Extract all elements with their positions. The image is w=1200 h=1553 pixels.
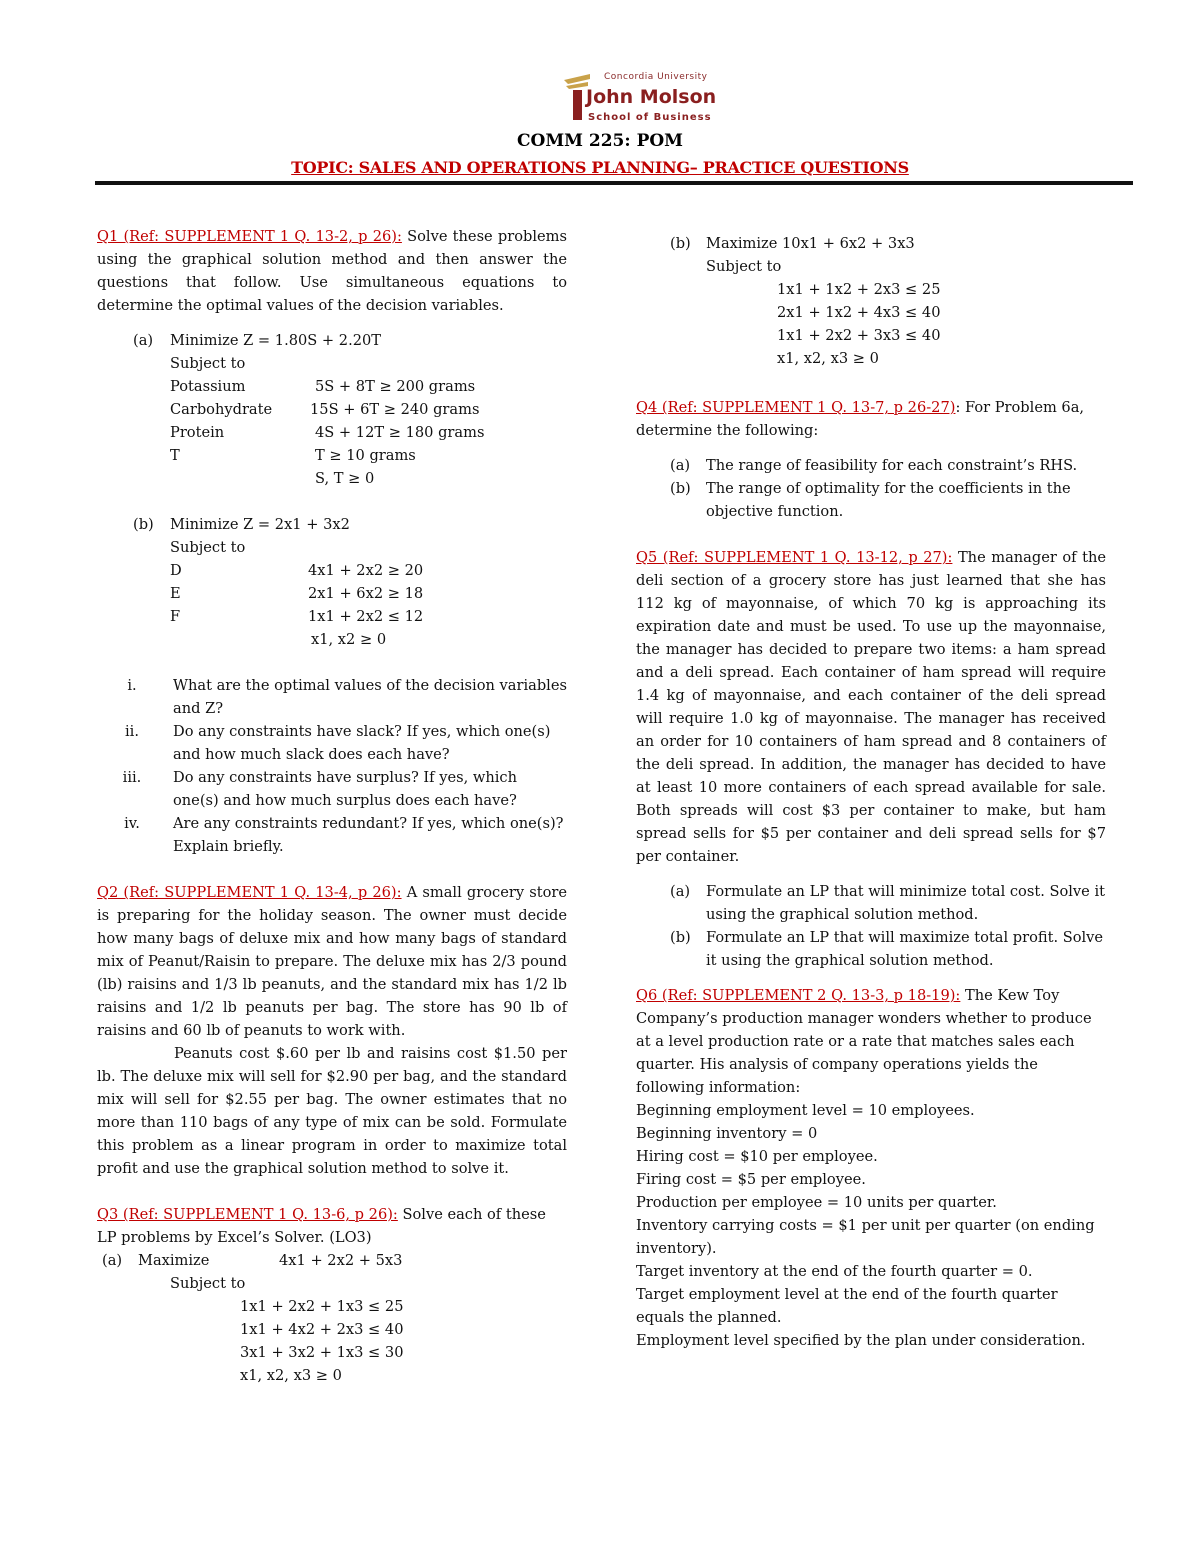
q1-sub-number: i. bbox=[127, 677, 137, 694]
course-title: COMM 225: POM bbox=[517, 131, 683, 151]
q1-sub-text: What are the optimal values of the decision variables and Z? bbox=[173, 677, 567, 717]
left-column bbox=[97, 225, 567, 1387]
q4-reference: Q4 (Ref: SUPPLEMENT 1 Q. 13-7, p 26-27) bbox=[636, 399, 956, 416]
q2-paragraph-1 bbox=[97, 881, 567, 1042]
q3b-nonneg: x1, x2, x3 ≥ 0 bbox=[777, 350, 879, 367]
q3b-constraint: 2x1 + 1x2 + 4x3 ≤ 40 bbox=[777, 304, 941, 321]
q3a-constraint: 1x1 + 4x2 + 2x3 ≤ 40 bbox=[240, 1321, 404, 1338]
q5-paragraph bbox=[636, 546, 1106, 868]
q3-intro bbox=[97, 1203, 567, 1249]
header-rule bbox=[95, 181, 1133, 185]
q1b-constraint-expr: 2x1 + 6x2 ≥ 18 bbox=[308, 585, 424, 602]
question-4 bbox=[636, 396, 1106, 523]
q3a-nonneg: x1, x2, x3 ≥ 0 bbox=[240, 1367, 342, 1384]
q1a-label: (a) bbox=[133, 332, 154, 349]
q4-intro bbox=[636, 396, 1106, 442]
q1a-nonneg: S, T ≥ 0 bbox=[315, 470, 375, 487]
q3b-constraint: 1x1 + 2x2 + 3x3 ≤ 40 bbox=[777, 327, 941, 344]
q1-part-b bbox=[97, 513, 567, 651]
question-3 bbox=[97, 1203, 567, 1387]
q6-info-line: Target inventory at the end of the fourth quarter = 0. bbox=[636, 1263, 1033, 1280]
q5-item bbox=[636, 880, 1106, 926]
logo-school-text: School of Business bbox=[588, 112, 712, 123]
q6-intro bbox=[636, 984, 1106, 1099]
q5-item-label: (b) bbox=[670, 929, 691, 946]
q4-intro-text: : For Problem 6a, determine the following: bbox=[636, 399, 1085, 439]
q1b-constraint-name: F bbox=[170, 608, 181, 625]
q1b-constraint-row bbox=[170, 582, 567, 605]
q5-item-text: Formulate an LP that will maximize total profit. Solve it using the graphical solution method. bbox=[706, 929, 1104, 969]
q6-reference: Q6 (Ref: SUPPLEMENT 2 Q. 13-3, p 18-19): bbox=[636, 987, 961, 1004]
q1-sub-text: Do any constraints have slack? If yes, which one(s) and how much slack does each have? bbox=[173, 723, 551, 763]
logo-name-text: John Molson bbox=[586, 86, 717, 108]
q1-sub-number: ii. bbox=[125, 723, 139, 740]
q5-item-text: Formulate an LP that will minimize total cost. Solve it using the graphical solution method. bbox=[706, 883, 1105, 923]
q5-item bbox=[636, 926, 1106, 972]
q6-info-line: Hiring cost = $10 per employee. bbox=[636, 1148, 878, 1165]
q2-reference: Q2 (Ref: SUPPLEMENT 1 Q. 13-4, p 26): bbox=[97, 884, 402, 901]
q1-part-a bbox=[97, 329, 567, 490]
q3a-objective-word: Maximize bbox=[138, 1252, 210, 1269]
q1b-subject: Subject to bbox=[170, 539, 246, 556]
q5-item-label: (a) bbox=[670, 883, 691, 900]
q1a-constraint-expr: 4S + 12T ≥ 180 grams bbox=[315, 424, 485, 441]
q1a-constraint-expr: 5S + 8T ≥ 200 grams bbox=[315, 378, 476, 395]
q1-sub-text: Are any constraints redundant? If yes, which one(s)? Explain briefly. bbox=[173, 815, 564, 855]
q1b-constraint-name: E bbox=[170, 585, 181, 602]
question-3-part-b bbox=[636, 232, 1106, 370]
university-logo bbox=[560, 70, 720, 128]
q2-paragraph-2: Peanuts cost $.60 per lb and raisins cost $1.50 per lb. The deluxe mix will sell for $2.90 per bag, and the standard mix will sell for $2.55 per bag. The owner estimates that no more than 110 bags of any type of mix can be sold. Formulate this problem as a linear program in order to maximize total profit and use the graphical solution method to solve it. bbox=[97, 1045, 567, 1177]
q1-sub-number: iii. bbox=[122, 769, 142, 786]
q4-item-text: The range of optimality for the coefficients in the objective function. bbox=[706, 480, 1071, 520]
q3b-objective-row bbox=[636, 232, 1106, 255]
q3-reference: Q3 (Ref: SUPPLEMENT 1 Q. 13-6, p 26): bbox=[97, 1206, 398, 1223]
q4-item-label: (b) bbox=[670, 480, 691, 497]
q4-item bbox=[636, 477, 1106, 523]
q1a-constraint-expr: T ≥ 10 grams bbox=[315, 447, 416, 464]
q6-intro-text: The Kew Toy Company’s production manager wonders whether to produce at a level production rate or a rate that matches sales each quarter. His analysis of company operations yields the following information: bbox=[636, 987, 1092, 1096]
q3a-subject: Subject to bbox=[170, 1275, 246, 1292]
q1-intro-text: Solve these problems using the graphical solution method and then answer the questions that follow. Use simultaneous equations to determine the optimal values of the decision variables. bbox=[97, 228, 567, 314]
q1a-constraint-row bbox=[170, 421, 567, 444]
q1-sub-question bbox=[97, 812, 567, 858]
q1b-constraint-row bbox=[170, 605, 567, 628]
q1a-constraint-expr: 15S + 6T ≥ 240 grams bbox=[310, 401, 480, 418]
q6-last-line: Employment level specified by the plan under consideration. bbox=[636, 1332, 1086, 1349]
q3b-label: (b) bbox=[670, 235, 691, 252]
q1a-constraint-name: Carbohydrate bbox=[170, 401, 273, 418]
q1b-constraint-expr: 4x1 + 2x2 ≥ 20 bbox=[308, 562, 424, 579]
q1a-constraint-name: T bbox=[170, 447, 180, 464]
q3b-constraint: 1x1 + 1x2 + 2x3 ≤ 25 bbox=[777, 281, 941, 298]
q1a-subject: Subject to bbox=[170, 355, 246, 372]
question-5 bbox=[636, 546, 1106, 972]
right-column bbox=[636, 232, 1106, 1352]
q1a-constraint-row bbox=[170, 398, 567, 421]
q1a-objective: Minimize Z = 1.80S + 2.20T bbox=[170, 332, 382, 349]
q1b-constraint-name: D bbox=[170, 562, 182, 579]
q3a-objective-expr: 4x1 + 2x2 + 5x3 bbox=[279, 1252, 403, 1269]
q3a-objective-row bbox=[97, 1249, 567, 1272]
q1a-constraint-name: Potassium bbox=[170, 378, 246, 395]
q4-item-text: The range of feasibility for each constraint’s RHS. bbox=[706, 457, 1078, 474]
q6-info-line: Production per employee = 10 units per quarter. bbox=[636, 1194, 997, 1211]
q1-intro bbox=[97, 225, 567, 317]
q5-intro-text: The manager of the deli section of a grocery store has just learned that she has 112 kg of mayonnaise, of which 70 kg is approaching its expiration date and must be used. To use up the mayonnaise, the manager has decided to prepare two items: a ham spread and a deli spread. Each container of ham spread will require 1.4 kg of mayonnaise, and each container of the deli spread will require 1.0 kg of mayonnaise. The manager has received an order for 10 containers of ham spread and 8 containers of the deli spread. In addition, the manager has decided to have at least 10 more containers of each spread available for sale. Both spreads will cost $3 per container to make, but ham spread sells for $5 per container and deli spread sells for $7 per container. bbox=[636, 549, 1106, 865]
q4-item-label: (a) bbox=[670, 457, 691, 474]
q1a-constraint-name: Protein bbox=[170, 424, 225, 441]
q1b-constraint-expr: 1x1 + 2x2 ≤ 12 bbox=[308, 608, 424, 625]
q1a-constraint-row bbox=[170, 375, 567, 398]
q6-info-line: Target employment level at the end of the fourth quarter equals the planned. bbox=[636, 1286, 1058, 1326]
q1b-nonneg: x1, x2 ≥ 0 bbox=[311, 631, 387, 648]
q1-sub-number: iv. bbox=[124, 815, 140, 832]
question-6 bbox=[636, 984, 1106, 1352]
topic-title: TOPIC: SALES AND OPERATIONS PLANNING– PRACTICE QUESTIONS bbox=[291, 158, 909, 177]
q3-part-a bbox=[97, 1249, 567, 1387]
q6-info-line: Inventory carrying costs = $1 per unit per quarter (on ending inventory). bbox=[636, 1217, 1095, 1257]
q4-item bbox=[636, 454, 1106, 477]
q1-sub-question bbox=[97, 720, 567, 766]
q1a-constraint-row bbox=[170, 444, 567, 467]
q1-sub-question bbox=[97, 674, 567, 720]
q1-reference: Q1 (Ref: SUPPLEMENT 1 Q. 13-2, p 26): bbox=[97, 228, 402, 245]
q6-info-line: Beginning employment level = 10 employees. bbox=[636, 1102, 975, 1119]
q1-sub-question bbox=[97, 766, 567, 812]
q3b-subject: Subject to bbox=[706, 258, 782, 275]
question-1 bbox=[97, 225, 567, 858]
q3a-label: (a) bbox=[102, 1252, 123, 1269]
q3a-constraint: 1x1 + 2x2 + 1x3 ≤ 25 bbox=[240, 1298, 404, 1315]
q6-info-line: Beginning inventory = 0 bbox=[636, 1125, 818, 1142]
q3a-constraint: 3x1 + 3x2 + 1x3 ≤ 30 bbox=[240, 1344, 404, 1361]
q1-sub-text: Do any constraints have surplus? If yes, which one(s) and how much surplus does each have? bbox=[173, 769, 517, 809]
q1b-objective: Minimize Z = 2x1 + 3x2 bbox=[170, 516, 350, 533]
q3b-objective: Maximize 10x1 + 6x2 + 3x3 bbox=[706, 235, 915, 252]
q1b-label: (b) bbox=[133, 516, 154, 533]
logo-university-text: Concordia University bbox=[604, 72, 708, 82]
q5-reference: Q5 (Ref: SUPPLEMENT 1 Q. 13-12, p 27): bbox=[636, 549, 953, 566]
q2-text-1: A small grocery store is preparing for the holiday season. The owner must decide how many bags of deluxe mix and how many bags of standard mix of Peanut/Raisin to prepare. The deluxe mix has 2/3 pound (lb) raisins and 1/3 lb peanuts, and the standard mix has 1/2 lb raisins and 1/2 lb peanuts per bag. The store has 90 lb of raisins and 60 lb of peanuts to work with. bbox=[97, 884, 567, 1039]
q3-intro-text: Solve each of these LP problems by Excel’s Solver. (LO3) bbox=[97, 1206, 546, 1246]
q1b-constraint-row bbox=[170, 559, 567, 582]
q6-info-line: Firing cost = $5 per employee. bbox=[636, 1171, 866, 1188]
question-2 bbox=[97, 881, 567, 1180]
